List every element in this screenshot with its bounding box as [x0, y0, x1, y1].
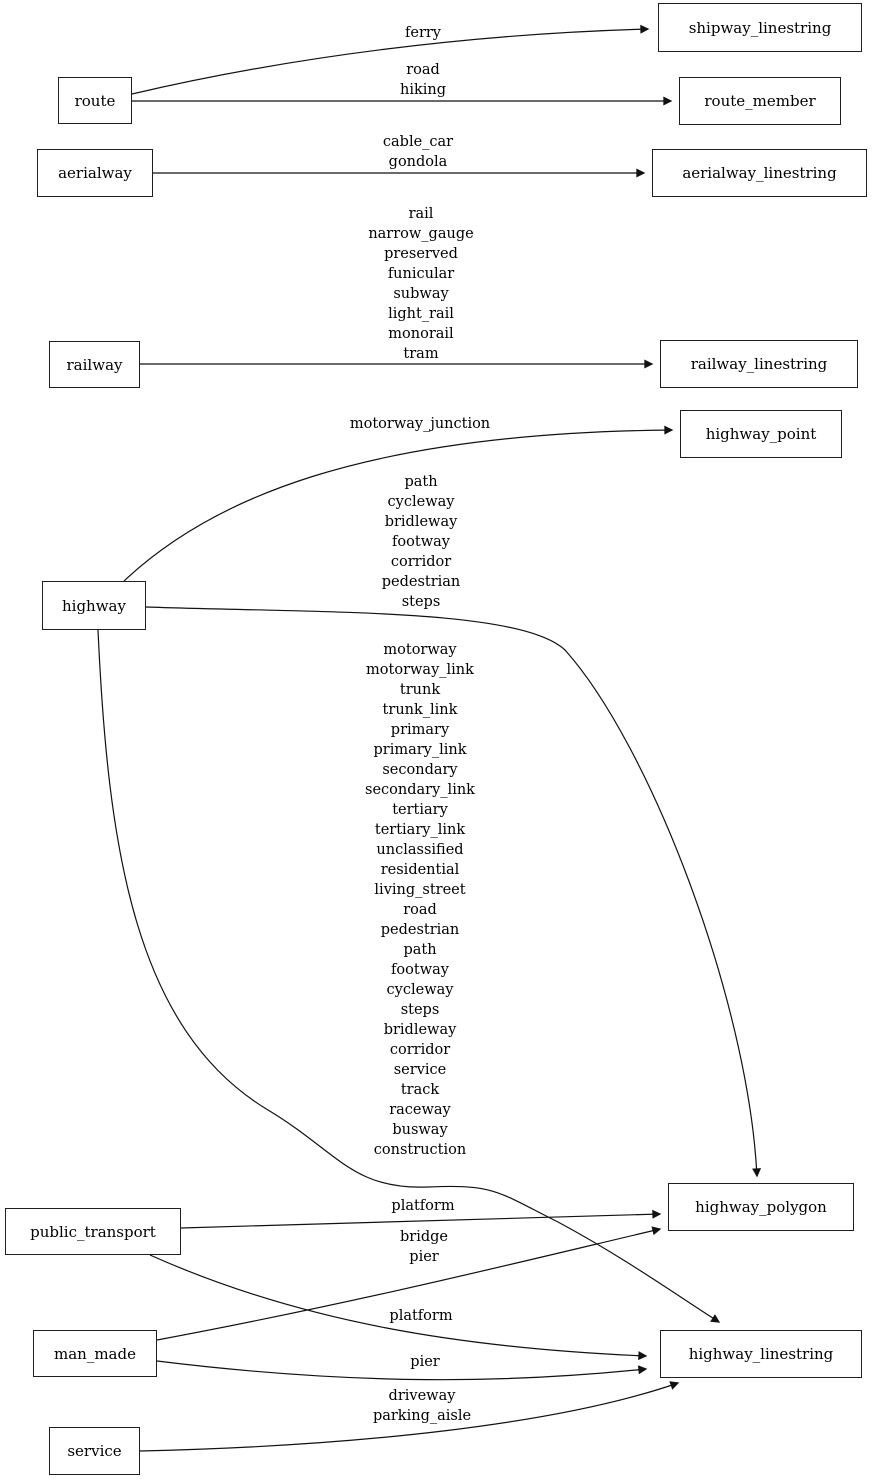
edge-label-line: tertiary_link [374, 822, 466, 838]
node-aerialway_linestring: aerialway_linestring [652, 149, 867, 197]
edge-label-highway-highway_polygon [382, 472, 461, 612]
edge-label-line: tram [403, 346, 439, 362]
edge-label-line: rail [408, 206, 434, 222]
node-route_member: route_member [679, 77, 841, 125]
node-aerialway: aerialway [37, 149, 153, 197]
edge-label-line: preserved [384, 246, 458, 262]
edge-label-line: unclassified [376, 842, 464, 858]
edge-label-line: raceway [389, 1102, 451, 1118]
edge-label-public_transport-highway_polygon [391, 1196, 454, 1216]
edge-label-line: bridleway [384, 514, 458, 530]
edge-route-to-shipway_linestring [132, 29, 648, 94]
edge-label-man_made-highway_polygon [400, 1227, 448, 1267]
edge-label-line: service [393, 1062, 447, 1078]
edge-label-line: motorway_junction [349, 416, 491, 432]
edge-label-line: pier [409, 1249, 439, 1265]
edge-label-service-highway_linestring [373, 1386, 471, 1426]
edge-label-line: ferry [404, 25, 442, 41]
node-railway: railway [49, 341, 140, 388]
edge-label-route-route_member [400, 60, 446, 100]
edge-label-highway-highway_linestring [365, 640, 475, 1160]
edge-label-line: road [406, 62, 440, 78]
edge-label-line: pedestrian [381, 574, 461, 590]
edge-label-line: path [403, 942, 437, 958]
edge-label-line: pedestrian [380, 922, 460, 938]
edge-label-line: secondary_link [365, 782, 475, 798]
edge-label-line: hiking [399, 82, 447, 98]
edge-label-line: track [400, 1082, 440, 1098]
edge-label-line: trunk [399, 682, 441, 698]
edge-label-line: corridor [389, 1042, 451, 1058]
node-highway: highway [42, 581, 146, 630]
edge-label-line: primary [390, 722, 450, 738]
edge-label-line: busway [392, 1122, 448, 1138]
edge-label-public_transport-highway_linestring [389, 1306, 452, 1326]
edge-label-line: cycleway [387, 494, 455, 510]
edge-man_made-to-highway_linestring [157, 1361, 646, 1380]
edge-label-line: motorway [383, 642, 457, 658]
edge-label-line: corridor [390, 554, 452, 570]
edge-label-highway-highway_point [350, 414, 490, 434]
node-railway_linestring: railway_linestring [660, 340, 858, 388]
edge-label-line: cycleway [386, 982, 454, 998]
edge-label-line: steps [400, 1002, 440, 1018]
edge-label-line: funicular [387, 266, 455, 282]
edge-label-line: parking_aisle [372, 1408, 472, 1424]
edge-label-line: light_rail [388, 306, 454, 322]
edge-label-line: road [403, 902, 437, 918]
node-highway_linestring: highway_linestring [660, 1330, 862, 1378]
edge-label-line: narrow_gauge [368, 226, 474, 242]
edge-label-line: subway [393, 286, 449, 302]
edge-label-line: bridleway [383, 1022, 457, 1038]
edge-label-line: residential [380, 862, 460, 878]
edge-public_transport-to-highway_polygon [181, 1214, 660, 1228]
edge-label-line: pier [410, 1354, 440, 1370]
edge-label-line: tertiary [392, 802, 448, 818]
edge-label-line: bridge [400, 1229, 448, 1245]
edge-label-line: gondola [388, 154, 448, 170]
edge-label-line: platform [391, 1198, 455, 1214]
node-man_made: man_made [33, 1330, 157, 1377]
edge-label-line: trunk_link [382, 702, 458, 718]
edge-label-railway-railway_linestring [368, 204, 473, 364]
edge-label-aerialway-aerialway_linestring [383, 132, 453, 172]
edge-label-line: primary_link [373, 742, 467, 758]
node-highway_point: highway_point [680, 410, 842, 458]
edge-label-line: footway [392, 534, 450, 550]
edge-label-line: cable_car [382, 134, 454, 150]
edge-label-line: motorway_link [366, 662, 474, 678]
node-public_transport: public_transport [5, 1208, 181, 1255]
edge-label-line: steps [401, 594, 441, 610]
edge-label-line: path [404, 474, 438, 490]
edge-label-line: driveway [388, 1388, 456, 1404]
edge-label-line: secondary [382, 762, 458, 778]
node-highway_polygon: highway_polygon [668, 1183, 854, 1231]
edge-label-line: platform [389, 1308, 453, 1324]
node-route: route [58, 77, 132, 124]
node-service: service [49, 1427, 140, 1475]
edge-label-line: monorail [388, 326, 454, 342]
edge-label-line: construction [373, 1142, 467, 1158]
edge-label-line: living_street [374, 882, 466, 898]
edge-label-line: footway [391, 962, 449, 978]
edge-label-route-shipway_linestring [405, 23, 441, 43]
node-shipway_linestring: shipway_linestring [658, 3, 862, 52]
edge-label-man_made-highway_linestring [410, 1352, 439, 1372]
